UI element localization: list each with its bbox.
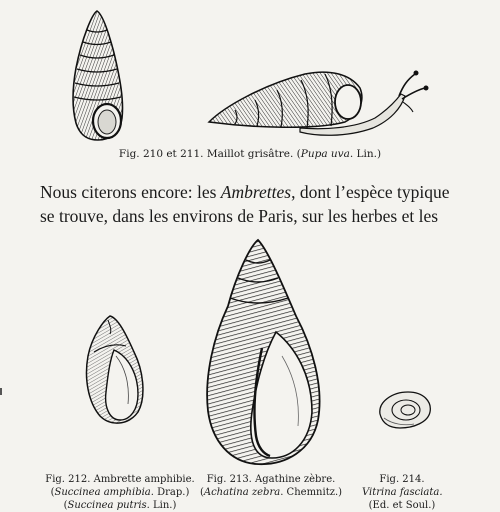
paragraph-text: , dont l’espèce typique bbox=[291, 182, 450, 202]
figure-210-211-caption bbox=[0, 148, 500, 160]
caption-text: . Drap.) bbox=[150, 487, 190, 498]
caption-line: Fig. 213. Agathine zèbre. bbox=[206, 474, 336, 485]
caption-line: (Ed. et Soul.) bbox=[368, 500, 436, 511]
succinea-shell-illustration bbox=[80, 312, 146, 427]
caption-line: Fig. 214. bbox=[379, 474, 425, 485]
caption-text: . Lin.) bbox=[349, 148, 382, 160]
paragraph-line bbox=[40, 180, 480, 204]
achatina-shell-illustration bbox=[200, 236, 324, 468]
paragraph-text: Nous citerons encore: les bbox=[40, 182, 221, 202]
caption-latin-name: Succinea amphibia bbox=[54, 487, 151, 498]
pupa-shell-upright-illustration bbox=[66, 8, 128, 143]
caption-text: . Chemnitz.) bbox=[280, 487, 343, 498]
paragraph-emphasis: Ambrettes bbox=[220, 182, 292, 202]
caption-latin-name: Pupa uva bbox=[300, 148, 350, 160]
body-paragraph bbox=[40, 180, 480, 228]
figure-212-caption bbox=[40, 473, 200, 512]
caption-line: Fig. 212. Ambrette amphibie. bbox=[45, 474, 195, 485]
caption-text: Fig. 210 et 211. Maillot grisâtre. ( bbox=[118, 148, 301, 160]
caption-latin-name: Succinea putris bbox=[67, 500, 147, 511]
paragraph-line: se trouve, dans les environs de Paris, sur les herbes et les bbox=[40, 206, 439, 226]
caption-text: ( bbox=[50, 487, 55, 498]
caption-line bbox=[196, 486, 346, 499]
caption-latin-name: Achatina zebra bbox=[203, 487, 281, 498]
pupa-snail-crawling-illustration bbox=[205, 66, 430, 142]
caption-line bbox=[40, 486, 200, 499]
caption-text: ( bbox=[63, 500, 68, 511]
figure-213-caption bbox=[196, 473, 346, 499]
caption-latin-name: Vitrina fasciata. bbox=[362, 487, 443, 498]
caption-text: ( bbox=[199, 487, 204, 498]
vitrina-shell-illustration bbox=[374, 388, 434, 430]
caption-line bbox=[362, 486, 442, 499]
print-mark bbox=[0, 388, 2, 395]
figure-214-caption bbox=[362, 473, 442, 512]
caption-text: . Lin.) bbox=[146, 500, 177, 511]
